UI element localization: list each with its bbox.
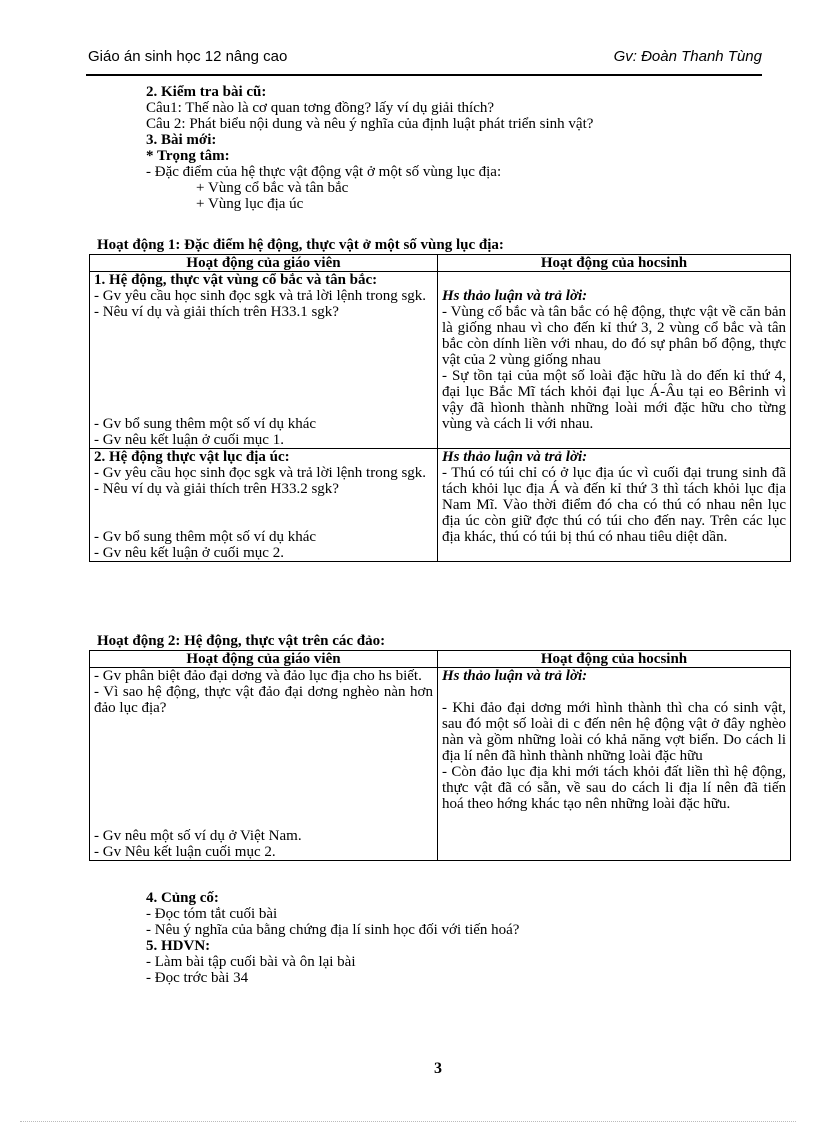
student-label: Hs thảo luận và trả lời: [442, 668, 588, 684]
section-heading-homework: 5. HDVN: [146, 938, 211, 954]
teacher-step: - Nêu ví dụ và giải thích trên H33.2 sgk? [94, 481, 339, 497]
intro-section [146, 84, 593, 212]
homework-item: - Đọc trớc bài 34 [146, 970, 249, 986]
page-number: 3 [434, 1060, 442, 1077]
row-heading: 2. Hệ động thực vật lục địa úc: [94, 449, 290, 465]
teacher-step: - Gv phân biệt đảo đại dơng và đảo lục địa cho hs biết. [94, 668, 422, 684]
table-header-row [90, 255, 791, 272]
header-divider [86, 74, 762, 76]
column-header-student: Hoạt động của hocsinh [438, 651, 791, 668]
consolidation-item: - Nêu ý nghĩa của bằng chứng địa lí sinh học đối với tiến hoá? [146, 922, 520, 938]
teacher-step: - Nêu ví dụ và giải thích trên H33.1 sgk? [94, 304, 339, 320]
table-row [90, 449, 791, 562]
question-2: Câu 2: Phát biểu nội dung và nêu ý nghĩa của định luật phát triển sinh vật? [146, 116, 594, 132]
student-cell [438, 668, 791, 861]
student-answer: - Vùng cổ bắc và tân bắc có hệ động, thực vật về căn bản là giống nhau vì cho đến kỉ thứ 3, 2 vùng cổ bắc và tân bắc còn dính liền với nhau, do đó sự phân bố động, thực vật của 2 vùng giống nhau [442, 304, 786, 368]
focus-heading: * Trọng tâm: [146, 148, 230, 164]
activity-1-table [89, 254, 791, 562]
teacher-step: - Gv nêu kết luận ở cuối mục 1. [94, 432, 284, 448]
section-heading-review: 2. Kiểm tra bài cũ: [146, 84, 267, 100]
region-item-1: + Vùng cổ bắc và tân bắc [196, 180, 349, 196]
section-heading-consolidation: 4. Củng cố: [146, 890, 219, 906]
teacher-step: - Gv yêu cầu học sinh đọc sgk và trả lời lệnh trong sgk. [94, 288, 427, 304]
section-heading-new-lesson: 3. Bài mới: [146, 132, 217, 148]
focus-item: - Đặc điểm của hệ thực vật động vật ở một số vùng lục địa: [146, 164, 502, 180]
teacher-cell [90, 272, 438, 449]
header-course-title: Giáo án sinh học 12 nâng cao [88, 48, 288, 65]
student-cell [438, 449, 791, 562]
table-row [90, 272, 791, 449]
student-label: Hs thảo luận và trả lời: [442, 288, 588, 304]
column-header-teacher: Hoạt động của giáo viên [90, 255, 438, 272]
table-header-row [90, 651, 791, 668]
activity-2-title: Hoạt động 2: Hệ động, thực vật trên các đảo: [97, 633, 386, 649]
activity-2-table [89, 650, 791, 861]
teacher-cell [90, 449, 438, 562]
teacher-step: - Gv nêu một số ví dụ ở Việt Nam. [94, 828, 302, 844]
student-label: Hs thảo luận và trả lời: [442, 449, 588, 465]
column-header-teacher: Hoạt động của giáo viên [90, 651, 438, 668]
student-cell [438, 272, 791, 449]
teacher-step: - Gv Nêu kết luận cuối mục 2. [94, 844, 276, 860]
region-item-2: + Vùng lục địa úc [196, 196, 304, 212]
student-answer: - Thú có túi chỉ có ở lục địa úc vì cuối đại trung sinh đã tách khỏi lục địa Á và đến kỉ thứ 3 thì tách khỏi lục địa Nam Mĩ. Vào thời điểm đó cha có thú có nhau nên lục địa úc còn giữ đợc thú có túi cho đến nay. Trên các lục địa khác, thú có túi bị thú có nhau tiêu diệt dần. [442, 465, 786, 545]
question-1: Câu1: Thế nào là cơ quan tơng đồng? lấy ví dụ giải thích? [146, 100, 495, 116]
homework-item: - Làm bài tập cuối bài và ôn lại bài [146, 954, 356, 970]
teacher-step: - Vì sao hệ động, thực vật đảo đại dơng nghèo nàn hơn đảo lục địa? [94, 684, 433, 716]
teacher-step: - Gv yêu cầu học sinh đọc sgk và trả lời lệnh trong sgk. [94, 465, 427, 481]
page-header [88, 48, 762, 68]
teacher-step: - Gv bổ sung thêm một số ví dụ khác [94, 529, 317, 545]
teacher-cell [90, 668, 438, 861]
header-teacher-name: Gv: Đoàn Thanh Tùng [613, 48, 762, 65]
student-answer: - Sự tồn tại của một số loài đặc hữu là do đến kỉ thứ 4, đại lục Bắc Mĩ tách khỏi đại lục Á-Âu tại eo Bêrinh vì vậy đã hìonh thành những loài mới đặc hữu cho từng vùng và cách li với nhau. [442, 368, 786, 432]
teacher-step: - Gv nêu kết luận ở cuối mục 2. [94, 545, 284, 561]
teacher-step: - Gv bổ sung thêm một số ví dụ khác [94, 416, 317, 432]
outro-section [146, 890, 519, 986]
activity-1-title: Hoạt động 1: Đặc điểm hệ động, thực vật ở một số vùng lục địa: [97, 237, 504, 253]
footer-divider [20, 1121, 796, 1122]
column-header-student: Hoạt động của hocsinh [438, 255, 791, 272]
consolidation-item: - Đọc tóm tắt cuối bài [146, 906, 278, 922]
student-answer: - Còn đảo lục địa khi mới tách khỏi đất liền thì hệ động, thực vật đã có sẵn, về sau do cách li địa lí nên đã tiến hoá theo hớng khác tạo nên những loài đặc hữu. [442, 764, 786, 812]
student-answer: - Khi đảo đại dơng mới hình thành thì cha có sinh vật, sau đó một số loài di c đến nên hệ động vật ở đây nghèo nàn và gồm những loài có khả năng vợt biển. Do cách li địa lí nên đã hình thành những loài đặc hữu [442, 700, 786, 764]
row-heading: 1. Hệ động, thực vật vùng cổ bắc và tân bắc: [94, 272, 378, 288]
table-row [90, 668, 791, 861]
